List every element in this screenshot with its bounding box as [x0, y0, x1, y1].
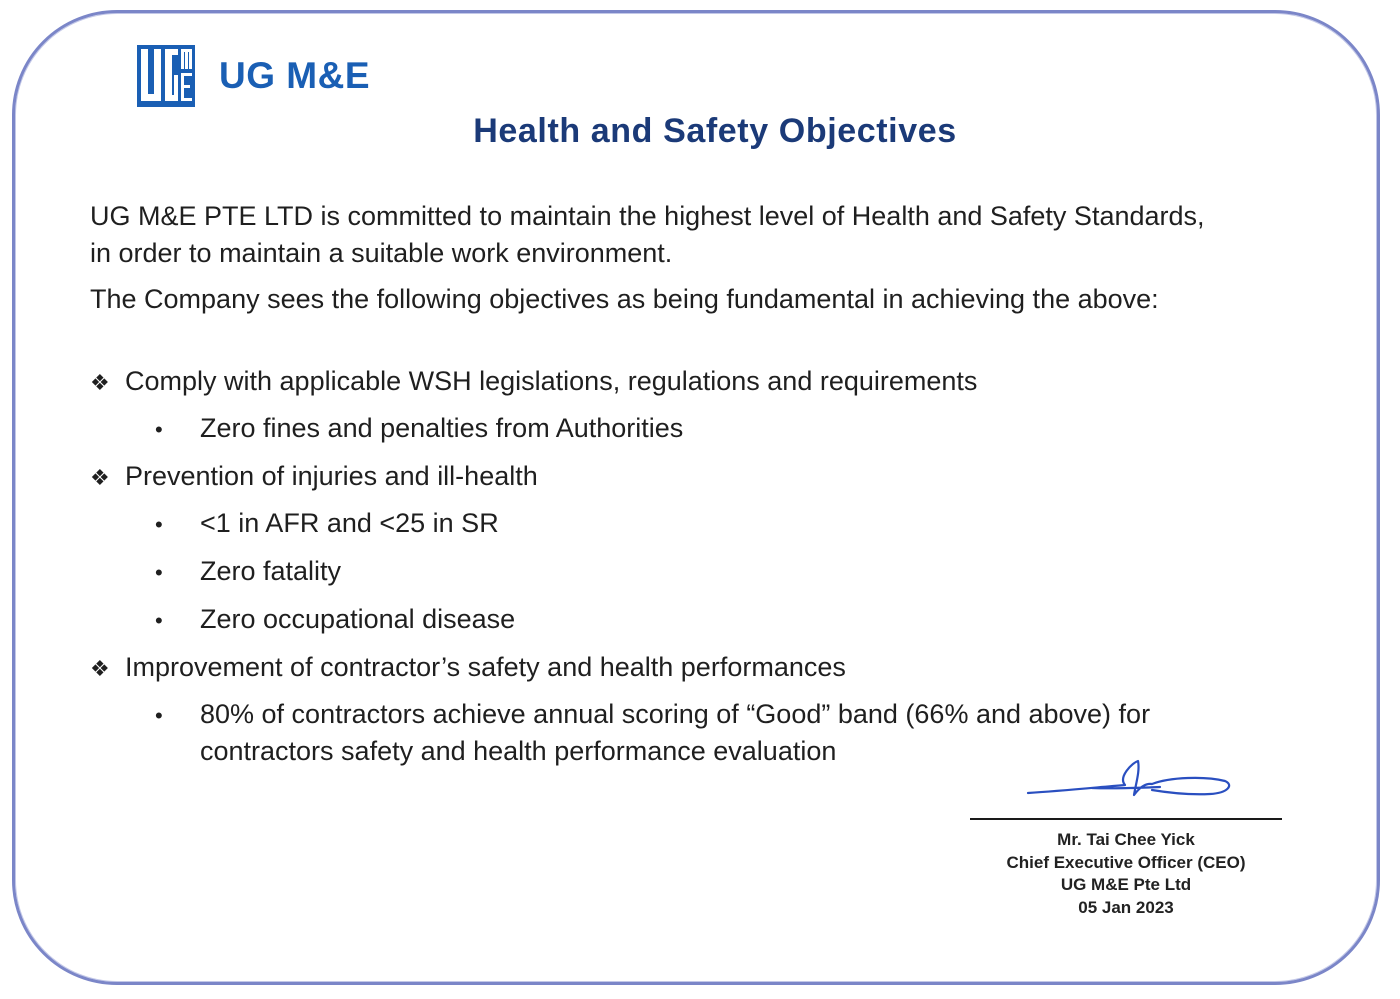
diamond-bullet-icon: ❖: [90, 465, 110, 490]
bullet-icon: •: [155, 512, 163, 537]
bullet-icon: •: [155, 608, 163, 633]
target-item: [90, 410, 1230, 448]
signatory-date: 05 Jan 2023: [1078, 897, 1174, 917]
signatory-name: Mr. Tai Chee Yick: [1057, 830, 1195, 849]
diamond-bullet-icon: ❖: [90, 370, 110, 395]
target-item: [90, 553, 1230, 591]
target-text: Zero occupational disease: [200, 604, 516, 634]
page-title: Health and Safety Objectives: [473, 112, 957, 150]
bullet-icon: •: [155, 560, 163, 585]
objective-text: Improvement of contractor’s safety and health performances: [125, 652, 846, 682]
bullet-icon: •: [155, 703, 163, 728]
target-text: 80% of contractors achieve annual scoring of “Good” band (66% and above) for contractors safety and health performance evaluation: [200, 699, 1151, 766]
target-text: Zero fines and penalties from Authorities: [200, 413, 684, 443]
objective-item: [90, 649, 1230, 770]
objective-item: [90, 363, 1230, 448]
objective-text: Prevention of injuries and ill-health: [125, 461, 538, 491]
intro-paragraph-objectives: The Company sees the following objectives as being fundamental in achieving the above:: [90, 284, 1159, 314]
diamond-bullet-icon: ❖: [90, 656, 110, 681]
signatory-block: [960, 829, 1292, 919]
target-text: Zero fatality: [200, 556, 342, 586]
objective-item: [90, 458, 1230, 639]
bullet-icon: •: [155, 417, 163, 442]
signature-line: [970, 818, 1282, 820]
ug-me-logo-mark-icon: [137, 45, 195, 107]
signatory-company: UG M&E Pte Ltd: [1060, 875, 1192, 894]
intro-paragraph-commitment: UG M&E PTE LTD is committed to maintain the highest level of Health and Safety Standards, in order to maintain a suitable work environment.: [90, 201, 1205, 268]
objective-text: Comply with applicable WSH legislations, regulations and requirements: [125, 366, 978, 396]
signatory-position: Chief Executive Officer (CEO): [1006, 852, 1246, 872]
company-logo-text: UG M&E: [219, 55, 370, 96]
objectives-list: [90, 363, 1230, 780]
ceo-signature: [1020, 757, 1240, 807]
target-text: <1 in AFR and <25 in SR: [200, 508, 499, 538]
company-logo: [137, 45, 370, 107]
target-item: [90, 601, 1230, 639]
target-item: [90, 505, 1230, 543]
